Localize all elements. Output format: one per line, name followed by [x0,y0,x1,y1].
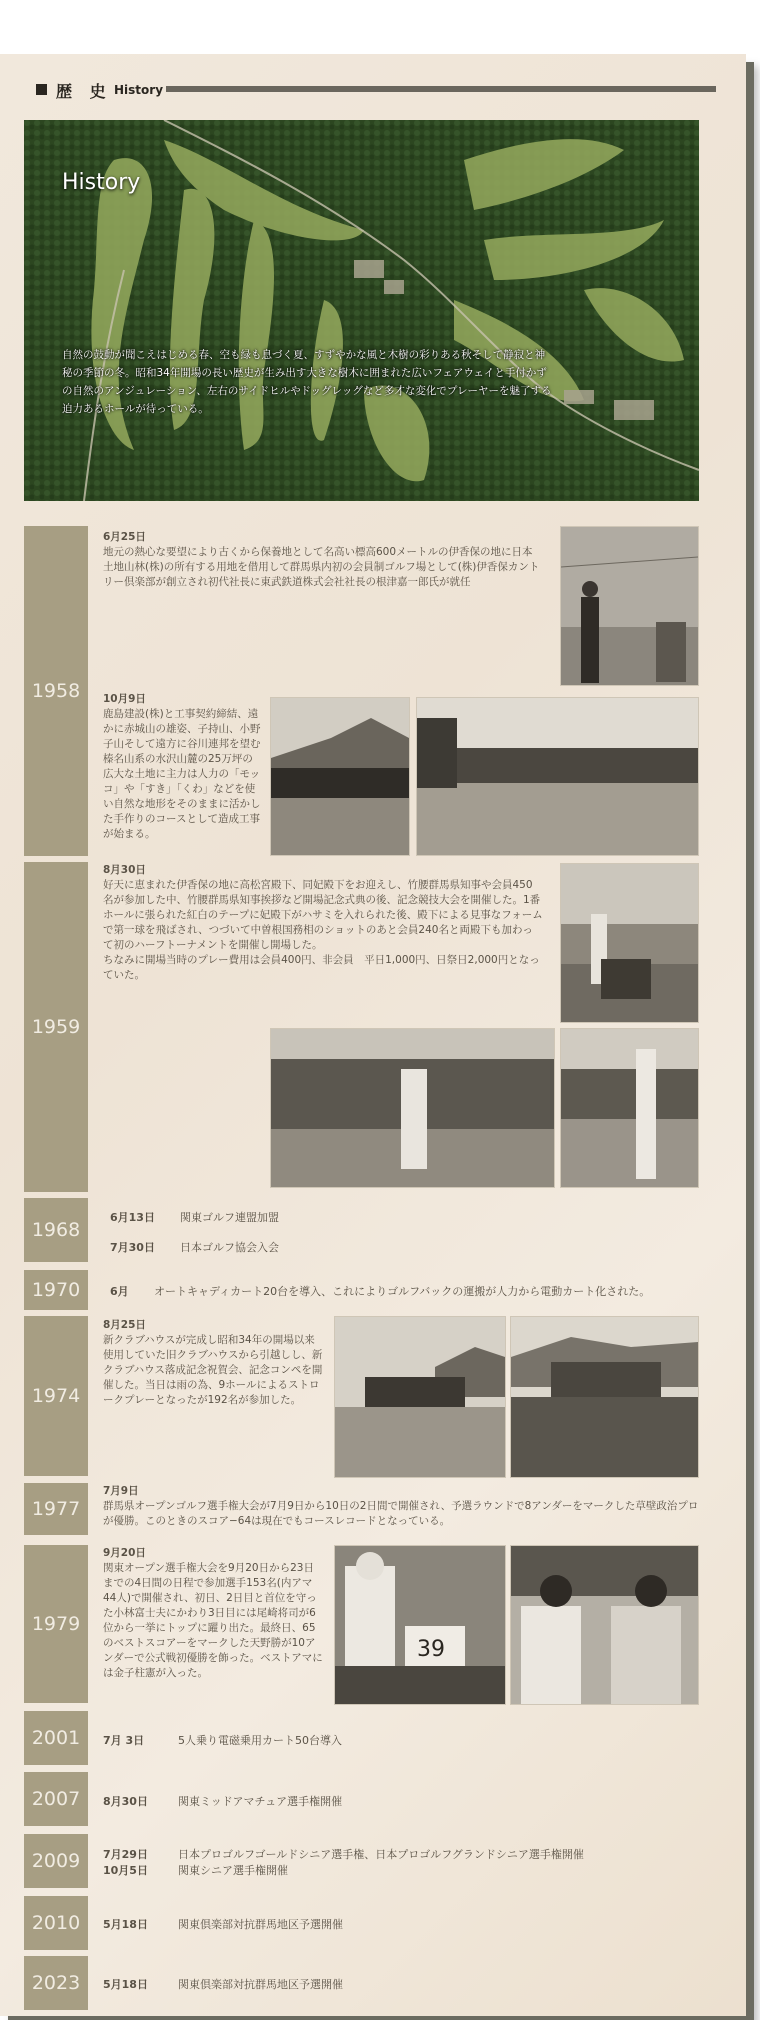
section-header [36,80,716,100]
photo-1959-tee-shot [560,863,699,1023]
year-label-2023: 2023 [24,1956,88,2010]
event-text: 関東シニア選手権開催 [178,1864,288,1877]
year-label-1959: 1959 [24,862,88,1192]
event-text-fees: ちなみに開場当時のプレー費用は会員400円、非会員 平日1,000円、日祭日2,000円となっていた。 [103,954,540,981]
champions-photo-image [511,1546,698,1704]
header-rule [166,86,716,92]
event-1977 [103,1484,703,1529]
year-label-2009: 2009 [24,1834,88,1888]
event-date: 7月29日 [103,1848,148,1861]
field-photo-image [417,698,698,855]
event-date: 6月13日 [110,1211,155,1224]
event-text: 関東ミッドアマチュア選手権開催 [178,1795,343,1808]
year-label-1977: 1977 [24,1483,88,1535]
event-text: 日本ゴルフ協会入会 [180,1241,279,1254]
event-1958-construction [103,692,263,842]
event-date: 8月30日 [103,1795,148,1808]
event-text: 鹿島建設(株)と工事契約締結、遠かに赤城山の雄姿、子持山、小野子山そして遠方に谷川連邦を望む榛名山系の水沢山麓の25万坪の広大な土地に主力は人力の「モッコ」や「すき」「くわ」などを使い自然な地形をそのままに活かした手作りのコースとして造成工事が始まる。 [103,708,261,840]
event-1970 [110,1283,650,1299]
photo-1974-clubhouse-trees [510,1316,699,1478]
photo-1958-ceremony [560,526,699,686]
photo-1959-crowd [270,1028,555,1188]
event-date: 10月5日 [103,1864,148,1877]
year-label-2001: 2001 [24,1711,88,1765]
photo-1974-clubhouse-parking [334,1316,506,1478]
photo-1958-mountain [270,697,410,856]
event-date: 8月25日 [103,1319,146,1331]
year-label-2007: 2007 [24,1772,88,1826]
event-2001 [103,1732,342,1748]
event-2023 [103,1976,343,1992]
event-2007 [103,1793,342,1809]
event-date: 5月18日 [103,1978,148,1991]
year-label-1958: 1958 [24,526,88,856]
event-text: オートキャディカート20台を導入、これによりゴルフバックの運搬が人力から電動カート化された。 [154,1285,651,1298]
year-label-1970: 1970 [24,1270,88,1310]
header-title-en: History [114,83,164,97]
scoreboard-number: 39 [417,1637,445,1662]
clubhouse-parking-photo-image [335,1317,505,1477]
crowd-photo-image [271,1029,554,1187]
event-text: 関東倶楽部対抗群馬地区予選開催 [178,1978,343,1991]
header-title-jp: 歴 史 [56,82,112,101]
event-text: 日本プロゴルフゴールドシニア選手権、日本プロゴルフグランドシニア選手権開催 [178,1848,584,1861]
year-label-1974: 1974 [24,1316,88,1476]
event-text: 5人乗り電磁乗用カート50台導入 [178,1734,342,1747]
hero-aerial-photo [24,120,699,501]
photo-1959-golfer [560,1028,699,1188]
event-date: 7月9日 [103,1485,139,1497]
photo-1979-champions [510,1545,699,1705]
hero-title: History [62,170,141,195]
event-text: 好天に恵まれた伊香保の地に高松宮殿下、同妃殿下をお迎えし、竹腰群馬県知事や会員450名が参加した中、竹腰群馬県知事挨拶など開場記念式典の後、記念競技大会を開催した。1番ホールに張られた紅白のテープに妃殿下がハサミを入れられた後、殿下による見事なフォームで第一球を飛ばされ、つづいて中曽根国務相のショットのあと会員240名と両殿下も加わって初のハーフトーナメントを開催し開場した。 [103,879,543,951]
event-text: 関東ゴルフ連盟加盟 [180,1211,279,1224]
event-date: 6月 [110,1285,129,1298]
event-text: 関東倶楽部対抗群馬地区予選開催 [178,1918,343,1931]
photo-1958-field [416,697,699,856]
event-text: 関東オープン選手権大会を9月20日から23日までの4日間の日程で参加選手153名(内アマ44人)で開催され、初日、2日目と首位を守った小林富士夫にかわり3日目には尾崎将司が6位から一挙にトップに躍り出た。最終日、65のベストスコアーをマークした天野勝が10アンダーで公式戦初優勝を飾った。ベストアマには金子柱憲が入った。 [103,1562,323,1679]
golfer-photo-image [561,1029,698,1187]
event-date: 6月25日 [103,531,146,543]
event-text: 地元の熱心な要望により古くから保養地として名高い標高600メートルの伊香保の地に日本土地山林(株)の所有する用地を借用して群馬県内初の会員制ゴルフ場として(株)伊香保カントリー倶楽部が創立され初代社長に東武鉄道株式会社社長の根津嘉一郎氏が就任 [103,546,540,588]
ceremony-photo-image [561,527,698,685]
event-1968-b [110,1239,279,1255]
mountain-photo-image [271,698,409,855]
year-label-1968: 1968 [24,1198,88,1262]
event-text: 群馬県オープンゴルフ選手権大会が7月9日から10日の2日間で開催され、予選ラウンドで8アンダーをマークした草壁政治プロが優勝。このときのスコア−64は現在でもコースレコードとなっている。 [103,1500,699,1527]
event-text: 新クラブハウスが完成し昭和34年の開場以来使用していた旧クラブハウスから引越しし、新クラブハウス落成記念祝賀会、記念コンペを開催した。当日は雨の為、9ホールによるストロークプレーとなったが192名が参加した。 [103,1334,323,1406]
event-2010 [103,1916,343,1932]
event-date: 5月18日 [103,1918,148,1931]
event-1959-opening [103,863,543,983]
event-date: 9月20日 [103,1547,146,1559]
event-1974-clubhouse [103,1318,323,1408]
players-photo-image [335,1546,505,1704]
event-1979-kanto-open [103,1546,323,1681]
square-bullet-icon [36,84,47,95]
event-date: 10月9日 [103,693,146,705]
clubhouse-trees-photo-image [511,1317,698,1477]
year-label-2010: 2010 [24,1896,88,1950]
year-label-1979: 1979 [24,1545,88,1703]
event-date: 7月 3日 [103,1734,145,1747]
event-1958-opening [103,530,543,590]
event-date: 8月30日 [103,864,146,876]
hero-description: 自然の鼓動が聞こえはじめる春、空も緑も息づく夏、すずやかな風と木樹の彩りある秋そして静寂と神秘の季節の冬。昭和34年開場の長い歴史が生み出す大きな樹木に囲まれた広いフェアウェイと手付かずの自然のアンジュレーション、左右のサイドヒルやドッグレッグなど多才な変化でプレーヤーを魅了する迫力あるホールが待っている。 [62,349,552,415]
tee-shot-photo-image [561,864,698,1022]
event-1968-a [110,1209,279,1225]
event-2009-a [103,1846,584,1862]
event-2009-b [103,1862,288,1878]
event-date: 7月30日 [110,1241,155,1254]
photo-1979-players [334,1545,506,1705]
